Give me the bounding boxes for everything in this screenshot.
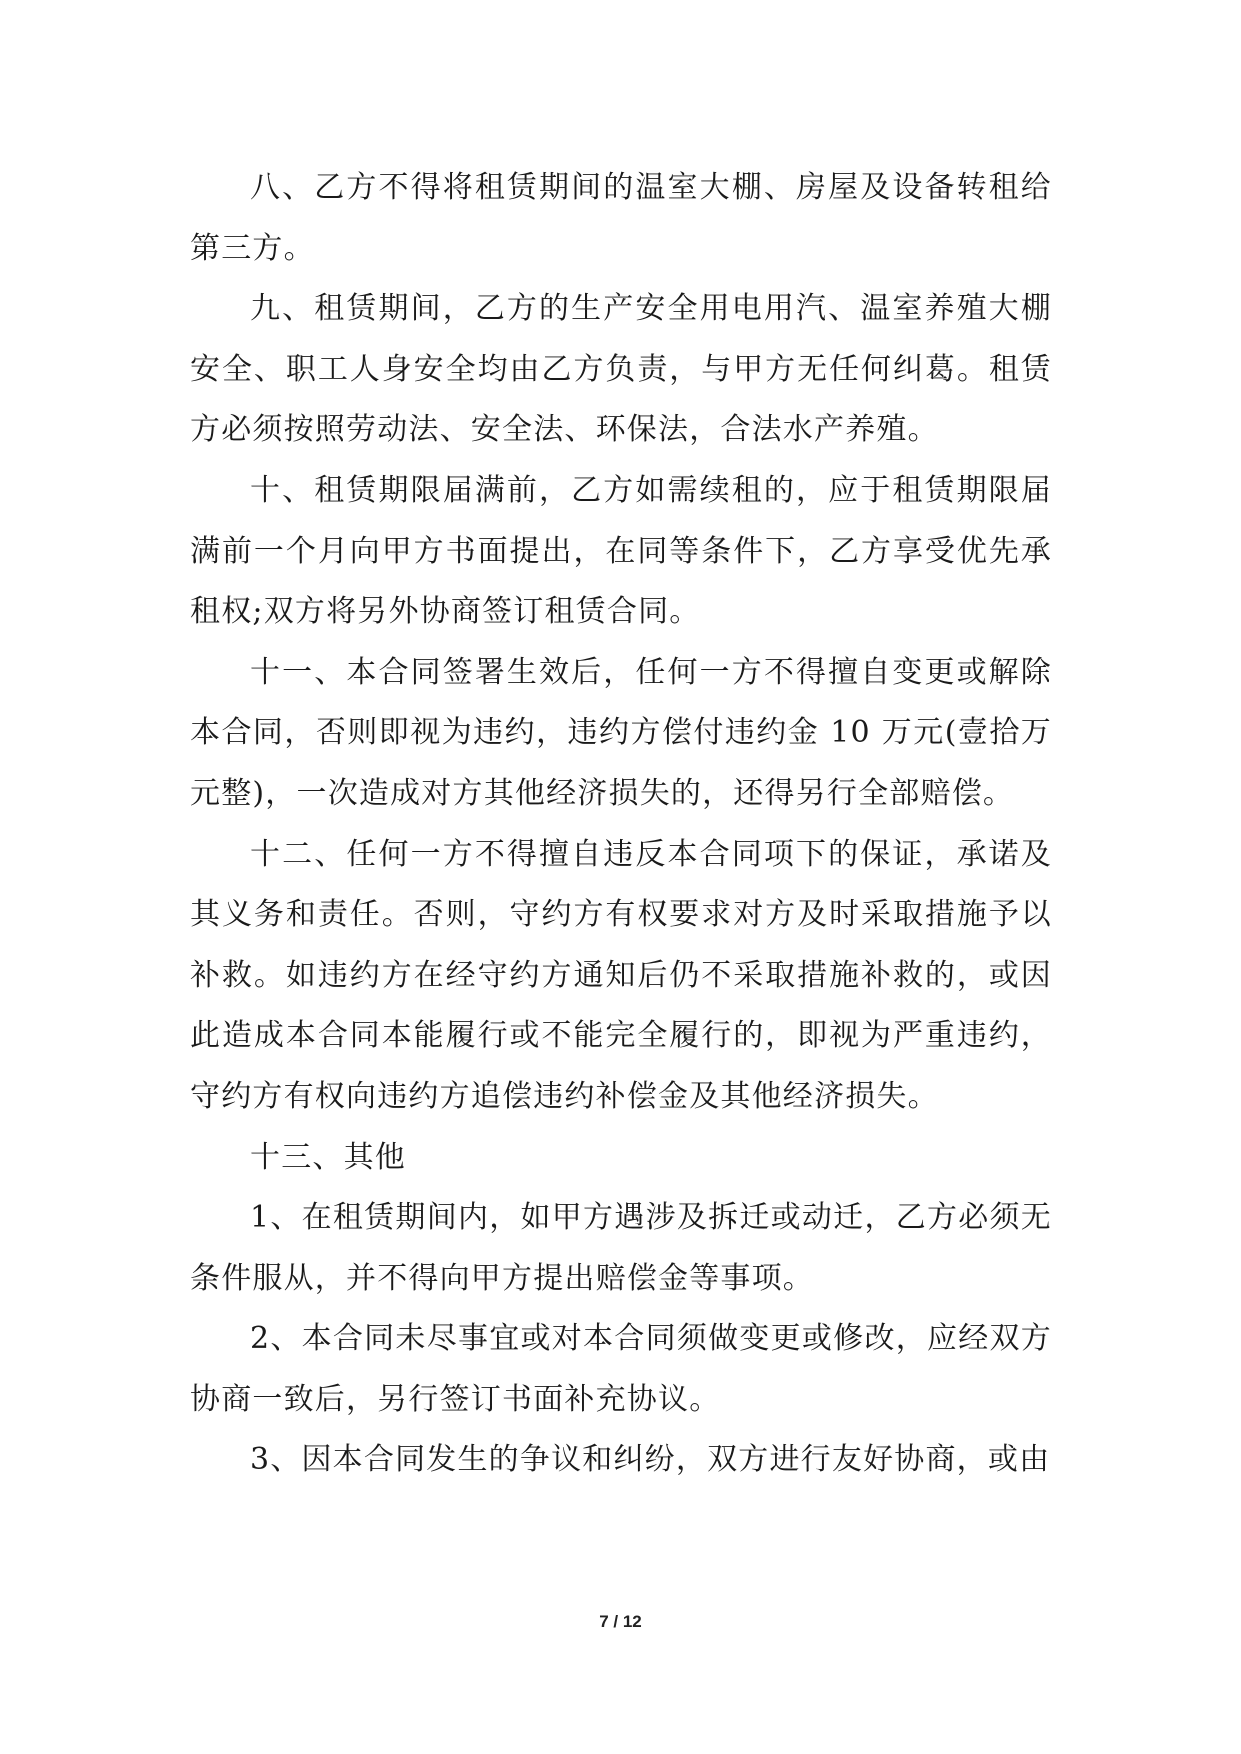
clause-11: 十一、本合同签署生效后，任何一方不得擅自变更或解除本合同，否则即视为违约，违约方偿付违约金 10 万元(壹拾万元整)，一次造成对方其他经济损失的，还得另行全部赔偿。 (190, 654, 1052, 811)
page-number: 7 / 12 (599, 1612, 642, 1631)
clause-13-item-2: 2、本合同未尽事宜或对本合同须做变更或修改，应经双方协商一致后，另行签订书面补充协议。 (190, 1321, 1052, 1417)
clause-10: 十、租赁期限届满前，乙方如需续租的，应于租赁期限届满前一个月向甲方书面提出，在同等条件下，乙方享受优先承租权;双方将另外协商签订租赁合同。 (190, 472, 1052, 630)
document-body (190, 158, 1052, 1491)
clause-13-item-1: 1、在租赁期间内，如甲方遇涉及拆迁或动迁，乙方必须无条件服从，并不得向甲方提出赔偿金等事项。 (190, 1200, 1052, 1296)
clause-9: 九、租赁期间，乙方的生产安全用电用汽、温室养殖大棚安全、职工人身安全均由乙方负责，与甲方无任何纠葛。租赁方必须按照劳动法、安全法、环保法，合法水产养殖。 (190, 291, 1052, 448)
clause-13-item-3: 3、因本合同发生的争议和纠纷，双方进行友好协商，或由 (250, 1442, 1051, 1478)
clause-12: 十二、任何一方不得擅自违反本合同项下的保证，承诺及其义务和责任。否则，守约方有权要求对方及时采取措施予以补救。如违约方在经守约方通知后仍不采取措施补救的，或因此造成本合同本能履行或不能完全履行的，即视为严重违约，守约方有权向违约方追偿违约补偿金及其他经济损失。 (190, 836, 1052, 1114)
clause-13-heading: 十三、其他 (250, 1139, 406, 1175)
clause-8: 八、乙方不得将租赁期间的温室大棚、房屋及设备转租给第三方。 (190, 170, 1052, 266)
